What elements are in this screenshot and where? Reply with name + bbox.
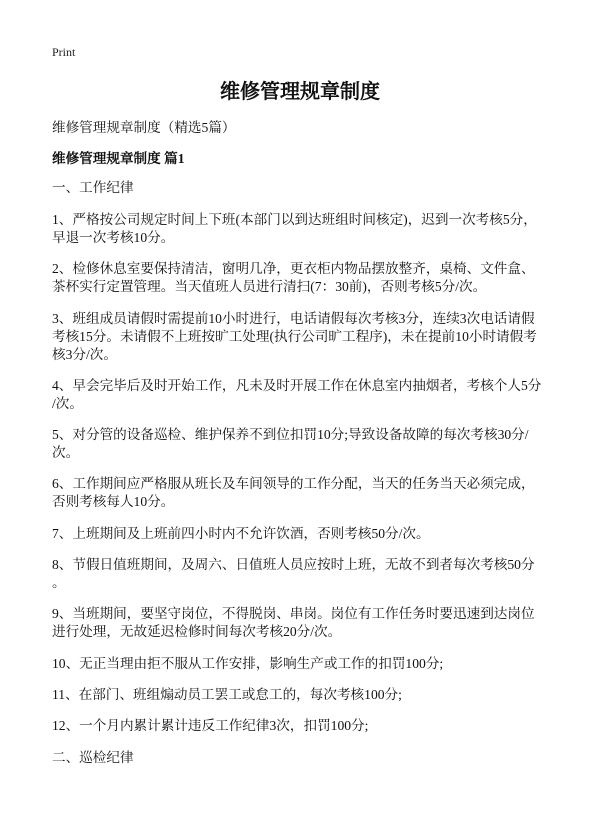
article-body	[52, 150, 552, 767]
rule-item-line: 2、检修休息室要保持清洁，窗明几净，更衣柜内物品摆放整齐，桌椅、文件盒、	[52, 261, 535, 277]
rule-item-8	[52, 556, 552, 592]
rule-item-line: 4、早会完毕后及时开始工作，凡未及时开展工作在休息室内抽烟者，考核个人5分	[52, 377, 542, 393]
rule-item-line: 11、在部门、班组煽动员工罢工或怠工的，每次考核100分;	[52, 686, 402, 702]
article-heading: 维修管理规章制度 篇1	[52, 151, 185, 166]
rule-item-1	[52, 211, 552, 247]
rule-item-3	[52, 310, 552, 364]
rule-item-6	[52, 475, 552, 511]
rule-item-line: 否则考核每人10分。	[52, 494, 175, 510]
rule-item-line: 5、对分管的设备巡检、维护保养不到位扣罚10分;导致设备故障的每次考核30分/	[52, 427, 529, 443]
rule-item-line: 8、节假日值班期间，及周六、日值班人员应按时上班，无故不到者每次考核50分	[52, 557, 535, 573]
rule-item-line: 考核15分。未请假不上班按旷工处理(执行公司旷工程序)，未在提前10小时请假考	[52, 328, 537, 344]
rule-item-line: 10、无正当理由拒不服从工作安排，影响生产或工作的扣罚100分;	[52, 655, 444, 671]
rule-item-7	[52, 525, 552, 543]
rule-item-line: 1、严格按公司规定时间上下班(本部门以到达班组时间核定)，迟到一次考核5分，	[52, 212, 537, 227]
section-heading-inspection-discipline: 二、巡检纪律	[52, 749, 134, 765]
print-label: Print	[52, 45, 76, 59]
rule-item-line: 茶杯实行定置管理。当天值班人员进行清扫(7：30前)，否则考核5分/次。	[52, 279, 487, 295]
rule-item-line: 次。	[52, 445, 80, 461]
rule-item-11	[52, 686, 552, 704]
rule-item-line: 12、一个月内累计累计违反工作纪律3次，扣罚100分;	[52, 718, 369, 734]
rule-item-5	[52, 426, 552, 462]
rule-item-4	[52, 377, 552, 413]
rule-item-line: 6、工作期间应严格服从班长及车间领导的工作分配，当天的任务当天必须完成，	[52, 476, 535, 492]
rule-item-10	[52, 655, 552, 673]
page-subtitle: 维修管理规章制度（精选5篇）	[52, 120, 236, 135]
rule-item-line: 早退一次考核10分。	[52, 230, 175, 245]
section-heading-work-discipline: 一、工作纪律	[52, 180, 134, 195]
rule-item-line: /次。	[52, 395, 83, 411]
rule-item-9	[52, 605, 552, 641]
rule-item-line: 9、当班期间，要坚守岗位，不得脱岗、串岗。岗位有工作任务时要迅速到达岗位	[52, 606, 535, 622]
rule-item-line: 进行处理，无故延迟检修时间每次考核20分/次。	[52, 624, 342, 640]
rule-item-line: 7、上班期间及上班前四小时内不允许饮酒，否则考核50分/次。	[52, 525, 430, 541]
rule-item-12	[52, 717, 552, 735]
rule-item-line: 。	[52, 575, 66, 591]
rule-item-2	[52, 260, 552, 296]
rule-item-line: 3、班组成员请假时需提前10小时进行，电话请假每次考核3分，连续3次电话请假	[52, 310, 535, 326]
rule-item-line: 核3分/次。	[52, 346, 117, 362]
page-title: 维修管理规章制度	[220, 81, 380, 103]
